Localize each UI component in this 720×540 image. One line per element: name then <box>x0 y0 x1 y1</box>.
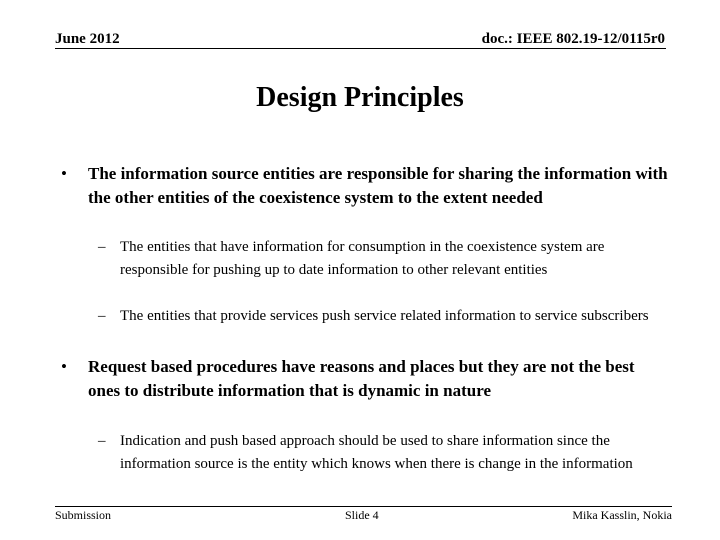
sub-bullet-marker: – <box>98 308 106 324</box>
header-date: June 2012 <box>55 31 120 47</box>
bullet-item-2 <box>61 355 668 403</box>
sub-bullet-item-2-1 <box>98 430 670 475</box>
bullet-item-1 <box>61 162 668 210</box>
footer-submission: Submission <box>55 508 112 522</box>
sub-bullet-marker: – <box>98 239 106 255</box>
slide-title: Design Principles <box>256 82 464 113</box>
sub-bullet-text: The entities that have information for consumption in the coexistence system are responsible for pushing up to date information to other relevant entities <box>120 239 605 278</box>
sub-bullet-item-1-2 <box>98 305 670 328</box>
sub-bullet-marker: – <box>98 433 106 449</box>
bullet-text: Request based procedures have reasons and places but they are not the best ones to distribute information that is dynamic in nature <box>88 357 635 400</box>
sub-bullet-text: Indication and push based approach should be used to share information since the information source is the entity which knows when there is change in the information <box>120 433 633 472</box>
footer-author: Mika Kasslin, Nokia <box>572 508 672 522</box>
bullet-marker: • <box>61 164 67 183</box>
bullet-text: The information source entities are responsible for sharing the information with the other entities of the coexistence system to the extent needed <box>88 164 668 207</box>
bullet-marker: • <box>61 357 67 376</box>
sub-bullet-text: The entities that provide services push service related information to service subscribers <box>120 308 649 324</box>
footer-divider <box>55 506 672 507</box>
footer-slide-number: Slide 4 <box>345 508 379 522</box>
sub-bullet-item-1-1 <box>98 236 670 281</box>
header-document-id: doc.: IEEE 802.19-12/0115r0 <box>481 31 665 47</box>
